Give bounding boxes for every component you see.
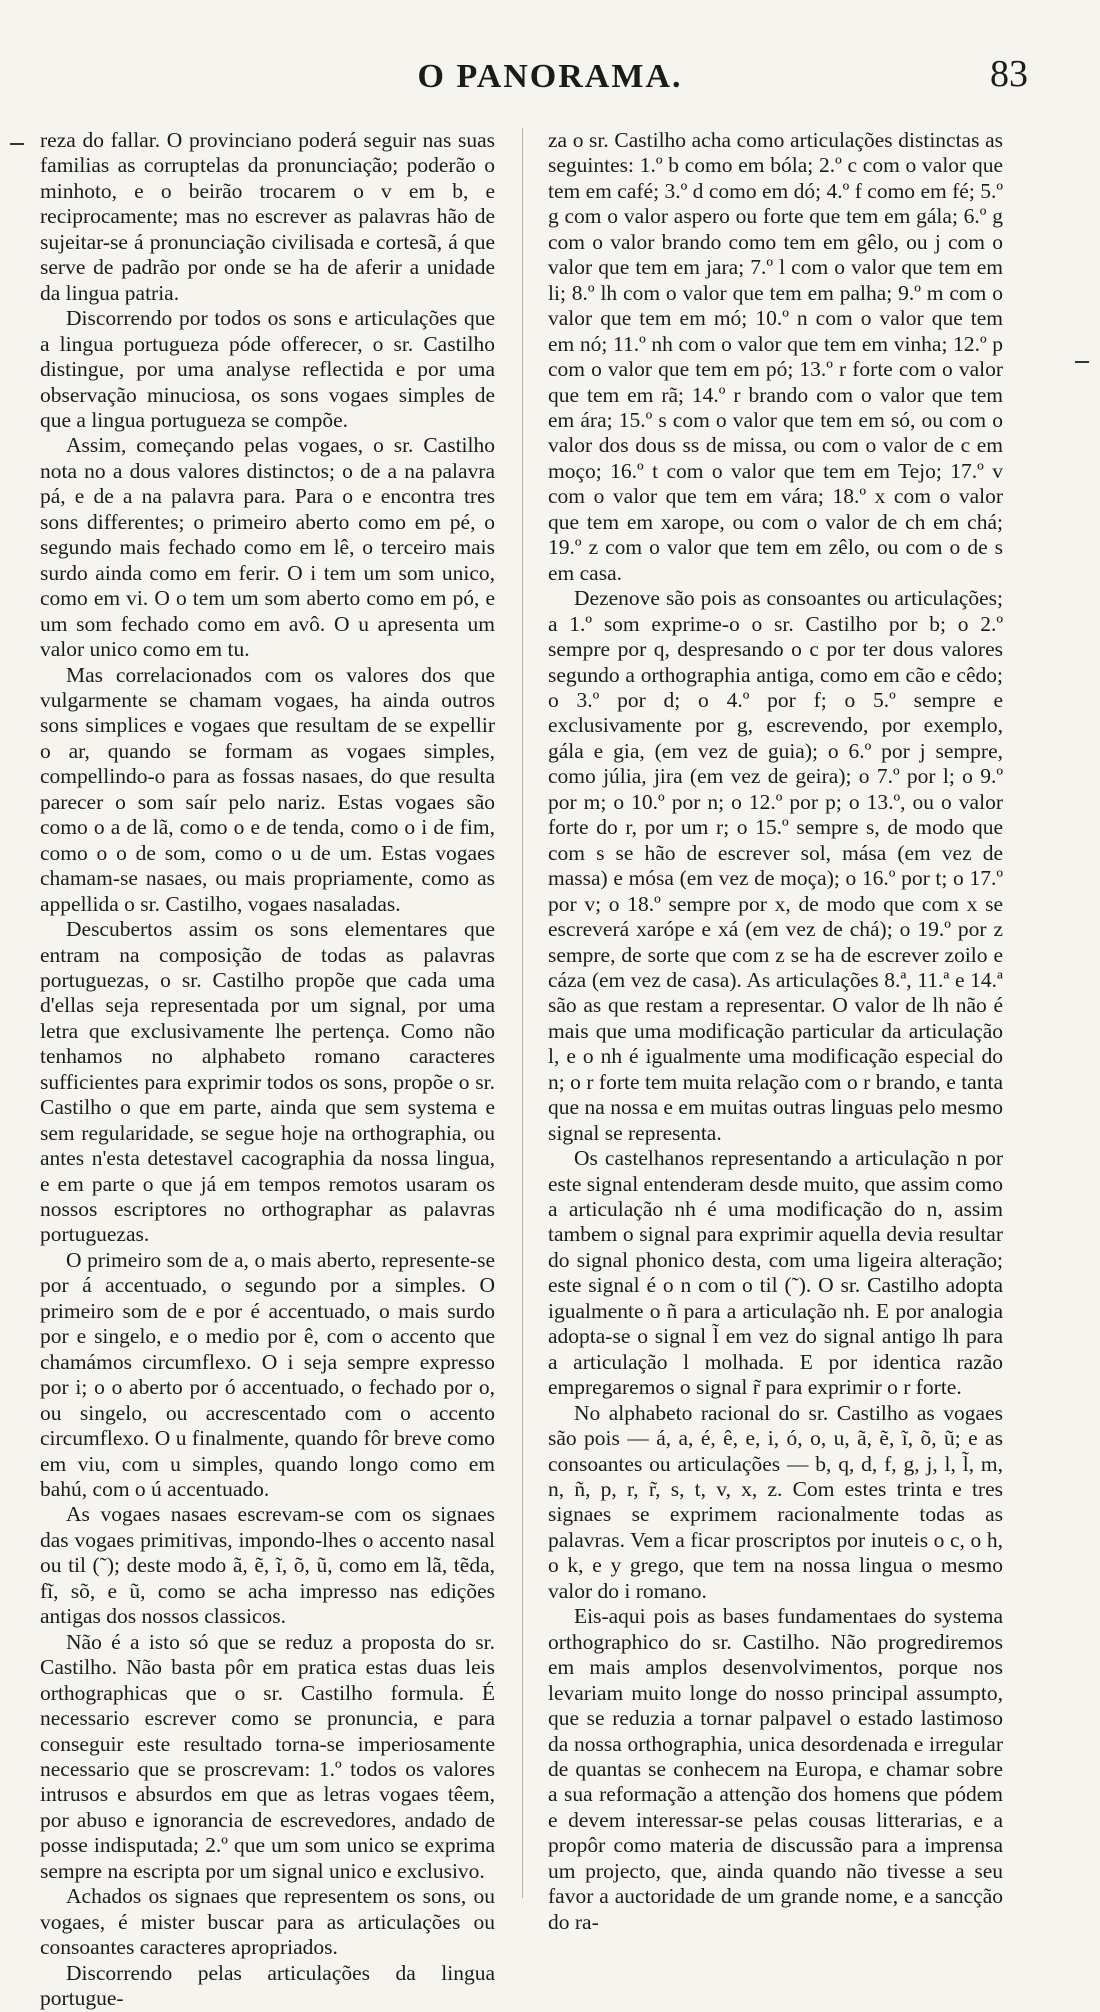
left-column [40, 128, 495, 2011]
margin-mark [1075, 361, 1089, 363]
paragraph: Descubertos assim os sons elementares que entram na composição de todas as palavras portuguezas, o sr. Castilho propõe que cada uma d'ellas seja representada por um signal, por uma letra que exclusivamente lhe pertença. Como não tenhamos no alphabeto romano caracteres sufficientes para exprimir todos os sons, propõe o sr. Castilho o que em parte, ainda que sem systema e sem regularidade, se segue hoje na orthographia, ou antes n'esta detestavel cacographia da nossa lingua, e em parte o que já em tempos remotos usaram os nossos escriptores no orthographar as palavras portuguezas. [40, 917, 495, 1247]
paragraph: Eis-aqui pois as bases fundamentaes do systema orthographico do sr. Castilho. Não progrediremos em mais amplos desenvolvimentos, porque nos levariam muito longe do nosso principal assumpto, que se reduzia a tornar palpavel o estado lastimoso da nossa orthographia, unica desordenada e irregular de quantas se conhecem na Europa, e chamar sobre a sua reformação a attenção dos homens que pódem e devem interessar-se pelas cousas litterarias, e a propôr como materia de discussão para a imprensa um projecto, que, ainda quando não tivesse a seu favor a auctoridade de um grande nome, e a sancção do ra- [548, 1604, 1003, 1934]
paragraph: Dezenove são pois as consoantes ou articulações; a 1.º som exprime-o o sr. Castilho por b; o 2.º sempre por q, despresando o c por ter dous valores segundo a orthographia antiga, como em cão e cêdo; o 3.º por d; o 4.º por f; o 5.º sempre e exclusivamente por g, escrevendo, por exemplo, gála e gia, (em vez de guia); o 6.º por j sempre, como júlia, jira (em vez de geira); o 7.º por l; o 9.º por m; o 10.º por n; o 12.º por p; o 13.º, ou o valor forte do r, por um r; o 15.º sempre s, de modo que com s se hão de escrever sol, mása (em vez de massa) e mósa (em vez de moça); o 16.º por t; o 17.º por v; o 18.º sempre por x, de modo que com x se escreverá xarópe e xá (em vez de chá); o 19.º por z sempre, de sorte que com z se ha de escrever zoilo e cáza (em vez de casa). As articulações 8.ª, 11.ª e 14.ª são as que restam a representar. O valor de lh não é mais que uma modificação particular da articulação l, e o nh é igualmente uma modificação especial do n; o r forte tem muita relação com o r brando, e tanta que na nossa e em muitas outras linguas pelo mesmo signal se representa. [548, 586, 1003, 1145]
paragraph: Os castelhanos representando a articulação n por este signal entenderam desde muito, que assim como a articulação nh é uma modificação do n, assim tambem o signal para exprimir aquella devia resultar do signal phonico desta, com uma ligeira alteração; este signal é o n com o til (˜). O sr. Castilho adopta igualmente o ñ para a articulação nh. E por analogia adopta-se o signal l̃ em vez do signal antigo lh para a articulação l molhada. E por identica razão empregaremos o signal r̃ para exprimir o r forte. [548, 1146, 1003, 1400]
paragraph: za o sr. Castilho acha como articulações distinctas as seguintes: 1.º b como em bóla; 2.º c com o valor que tem em café; 3.º d como em dó; 4.º f como em fé; 5.º g com o valor aspero ou forte que tem em gála; 6.º g com o valor brando como tem em gêlo, ou j com o valor que tem em jara; 7.º l com o valor que tem em li; 8.º lh com o valor que tem em palha; 9.º m com o valor que tem em mó; 10.º n com o valor que tem em nó; 11.º nh com o valor que tem em vinha; 12.º p com o valor que tem em pó; 13.º r forte com o valor que tem em rã; 14.º r brando com o valor que tem em ára; 15.º s com o valor que tem em só, ou com o valor dos dous ss de missa, ou com o valor de c em moço; 16.º t com o valor que tem em Tejo; 17.º v com o valor que tem em vára; 18.º x com o valor que tem em xarope, ou com o valor de ch em chá; 19.º z com o valor que tem em zêlo, ou com o de s em casa. [548, 128, 1003, 585]
paragraph: O primeiro som de a, o mais aberto, represente-se por á accentuado, o segundo por a simples. O primeiro som de e por é accentuado, o mais surdo por e singelo, e o medio por ê, com o accento que chamámos circumflexo. O i seja sempre expresso por i; o o aberto por ó accentuado, o fechado por o, ou singelo, ou accrescentado com o accento circumflexo. O u finalmente, quando fôr breve como em viu, com u simples, quando longo como em bahú, com o ú accentuado. [40, 1247, 495, 1502]
paragraph: As vogaes nasaes escrevam-se com os signaes das vogaes primitivas, impondo-lhes o accento nasal ou til (˜); deste modo ã, ẽ, ĩ, õ, ũ, como em lã, tẽda, fĩ, sõ, e ũ, como se acha impresso nas edições antigas dos nossos classicos. [40, 1502, 495, 1629]
paragraph: Mas correlacionados com os valores dos que vulgarmente se chamam vogaes, ha ainda outros sons simplices e vogaes que resultam de se expellir o ar, quando se formam as vogaes simples, compellindo-o para as fossas nasaes, do que resulta parecer o som saír pelo nariz. Estas vogaes são como o a de lã, como o e de tenda, como o i de fim, como o o de som, como o u de um. Estas vogaes chamam-se nasaes, ou mais propriamente, como as appellida o sr. Castilho, vogaes nasaladas. [40, 662, 495, 916]
page-number: 83 [990, 53, 1028, 95]
running-title: O PANORAMA. [417, 58, 683, 95]
page-header [0, 52, 1100, 112]
paragraph: Não é a isto só que se reduz a proposta do sr. Castilho. Não basta pôr em pratica estas duas leis orthographicas que o sr. Castilho formula. É necessario escrever como se pronuncia, e para conseguir este resultado torna-se imperiosamente necessario que se proscrevam: 1.º todos os valores intrusos e absurdos em que as letras vogaes têem, por abuso e ignorancia de escrevedores, andado de posse indisputada; 2.º que um som unico se exprima sempre na escripta por um signal unico e exclusivo. [40, 1629, 495, 1883]
right-column [548, 128, 1003, 1934]
paragraph: Achados os signaes que representem os sons, ou vogaes, é mister buscar para as articulações ou consoantes caracteres apropriados. [40, 1884, 495, 1960]
margin-mark [10, 143, 24, 145]
paragraph: Discorrendo pelas articulações da lingua portugue- [40, 1960, 495, 2011]
column-divider [522, 128, 523, 1898]
paragraph: reza do fallar. O provinciano poderá seguir nas suas familias as corruptelas da pronunciação; poderão o minhoto, e o beirão trocarem o v em b, e reciprocamente; mas no escrever as palavras hão de sujeitar-se á pronunciação civilisada e cortesã, á que serve de padrão por onde se ha de aferir a unidade da lingua patria. [40, 128, 495, 305]
paragraph: No alphabeto racional do sr. Castilho as vogaes são pois — á, a, é, ê, e, i, ó, o, u, ã, ẽ, ĩ, õ, ũ; e as consoantes ou articulações — b, q, d, f, g, j, l, l̃, m, n, ñ, p, r, r̃, s, t, v, x, z. Com estes trinta e tres signaes se exprimem racionalmente todas as palavras. Vem a ficar proscriptos por inuteis o c, o h, o k, e y grego, que tem na nossa lingua o mesmo valor do i romano. [548, 1400, 1003, 1603]
paragraph: Assim, começando pelas vogaes, o sr. Castilho nota no a dous valores distinctos; o de a na palavra pá, e de a na palavra para. Para o e encontra tres sons differentes; o primeiro aberto como em pé, o segundo mais fechado como em lê, o terceiro mais surdo ainda como em ferir. O i tem um som unico, como em vi. O o tem um som aberto como em pó, e um som fechado como em avô. O u apresenta um valor unico como em tu. [40, 433, 495, 662]
paragraph: Discorrendo por todos os sons e articulações que a lingua portugueza póde offerecer, o sr. Castilho distingue, por uma analyse reflectida e por uma observação minuciosa, os sons vogaes simples de que a lingua portugueza se compõe. [40, 306, 495, 432]
